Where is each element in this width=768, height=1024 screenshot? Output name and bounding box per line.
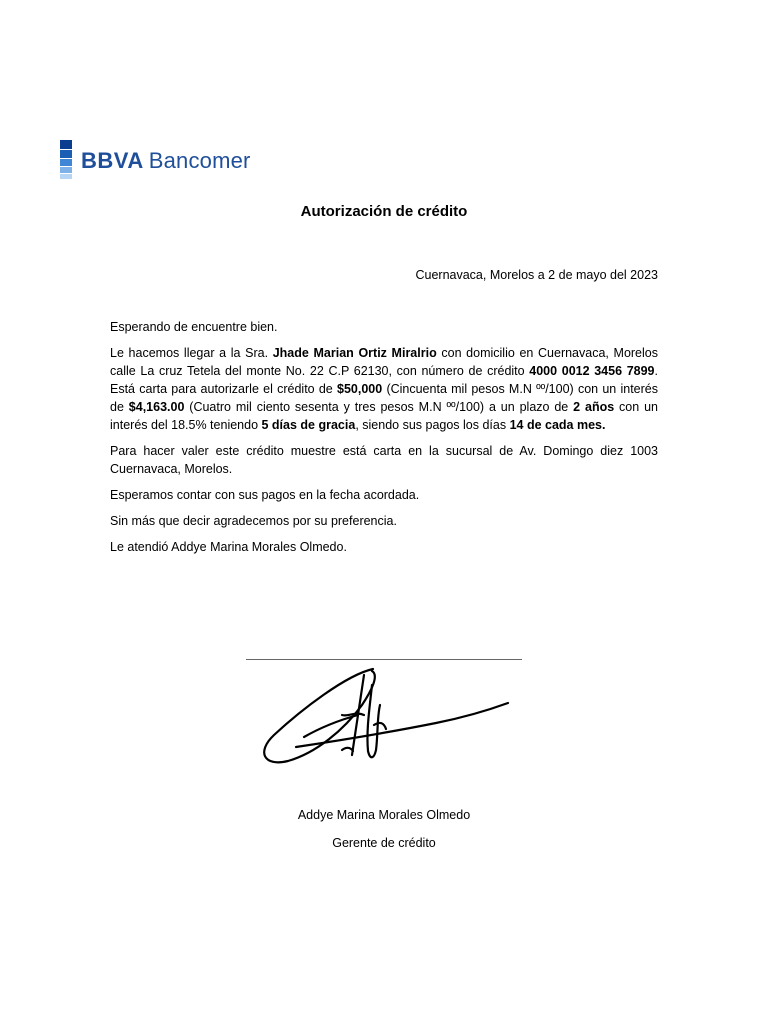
validation-paragraph: Para hacer valer este crédito muestre está carta en la sucursal de Av. Domingo diez 1003 Cuernavaca, Morelos. xyxy=(110,444,658,476)
client-name: Jhade Marian Ortiz Miralrio xyxy=(272,346,437,360)
place-date: Cuernavaca, Morelos a 2 de mayo del 2023 xyxy=(415,268,658,282)
interest-amount: $4,163.00 xyxy=(128,400,185,414)
payment-day: 14 de cada mes. xyxy=(509,418,606,432)
logo-icon xyxy=(60,140,72,182)
payments-paragraph: Esperamos contar con sus pagos en la fecha acordada. xyxy=(110,488,420,502)
handwritten-signature xyxy=(246,655,526,775)
credit-number: 4000 0012 3456 7899 xyxy=(529,364,655,378)
credit-term: 2 años xyxy=(573,400,615,414)
attended-by-paragraph: Le atendió Addye Marina Morales Olmedo. xyxy=(110,540,347,554)
grace-period: 5 días de gracia xyxy=(261,418,356,432)
credit-amount: $50,000 xyxy=(337,382,383,396)
signer-name: Addye Marina Morales Olmedo xyxy=(297,808,471,822)
logo-wordmark: BBVA Bancomer xyxy=(81,148,251,173)
bank-logo xyxy=(60,140,251,182)
greeting-paragraph: Esperando de encuentre bien. xyxy=(110,320,278,334)
thanks-paragraph: Sin más que decir agradecemos por su preferencia. xyxy=(110,514,397,528)
credit-details-paragraph: Le hacemos llegar a la Sra. Jhade Marian Ortiz Miralrio con domicilio en Cuernavaca, Morelos calle La cruz Tetela del monte No. 22 C.P 62130, con número de crédito 4000 0012 3456 7899. Está carta para autorizarle el crédito de $50,000 (Cincuenta mil pesos M.N ºº/100) con un interés de $4,163.00 (Cuatro mil ciento sesenta y tres pesos M.N ºº/100) a un plazo de 2 años con un interés del 18.5% teniendo 5 días de gracia, siendo sus pagos los días 14 de cada mes. xyxy=(110,346,658,432)
signer-position: Gerente de crédito xyxy=(332,836,436,850)
document-title: Autorización de crédito xyxy=(300,203,468,220)
signature xyxy=(246,655,526,775)
letter-body xyxy=(110,318,658,564)
